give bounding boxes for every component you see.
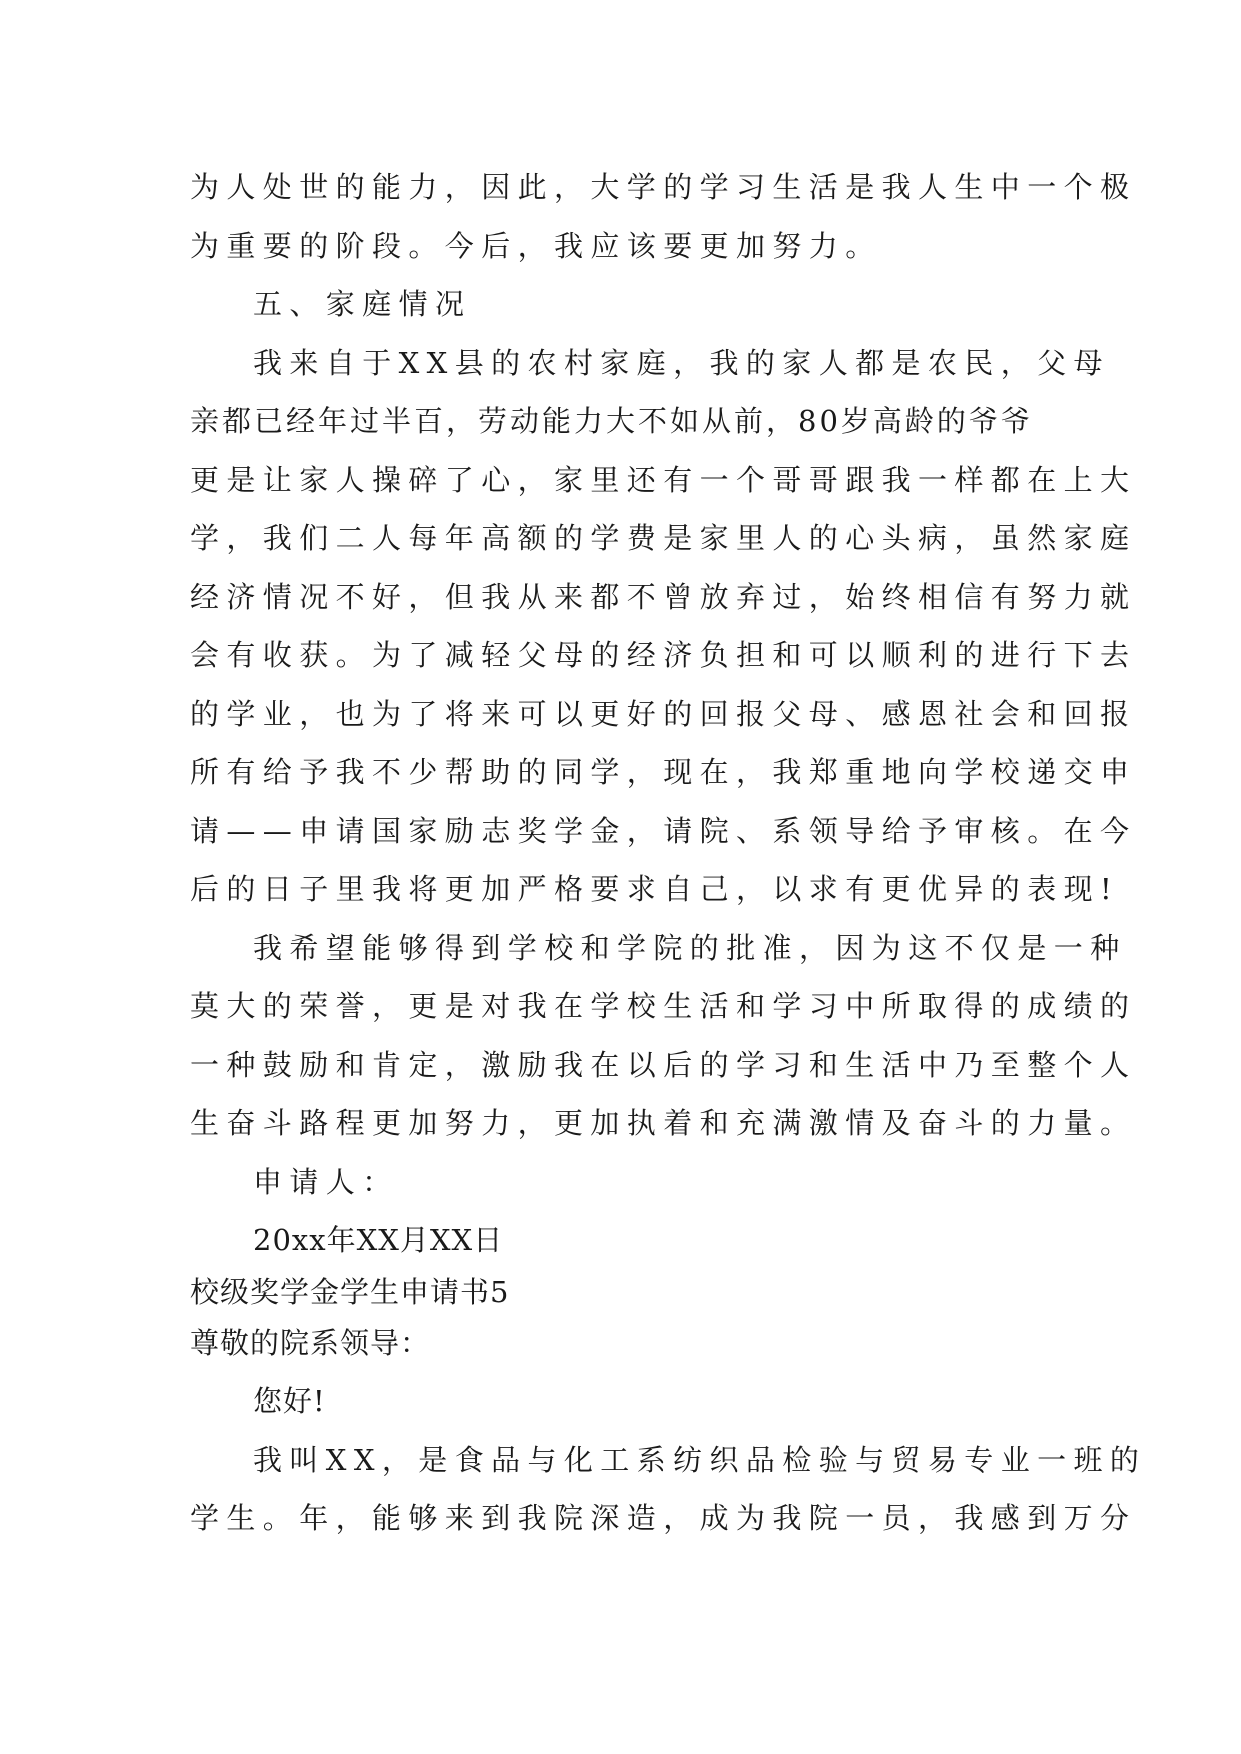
text-line: 生奋斗路程更加努力，更加执着和充满激情及奋斗的力量。 [190, 1106, 1137, 1140]
text-line: 为人处世的能力，因此，大学的学习生活是我人生中一个极 [190, 170, 1137, 204]
text-line: 莫大的荣誉，更是对我在学校生活和学习中所取得的成绩的 [190, 989, 1137, 1023]
applicant-label: 申请人： [253, 1165, 399, 1199]
text-line: 请——申请国家励志奖学金，请院、系领导给予审核。在今 [190, 814, 1137, 848]
greeting: 您好! [253, 1384, 326, 1418]
text-line: 我来自于XX县的农村家庭，我的家人都是农民，父母 [253, 346, 1110, 380]
text-line: 所有给予我不少帮助的同学，现在，我郑重地向学校递交申 [190, 755, 1137, 789]
text-line: 经济情况不好，但我从来都不曾放弃过，始终相信有努力就 [190, 580, 1137, 614]
document-title: 校级奖学金学生申请书5 [190, 1275, 510, 1309]
text-line: 更是让家人操碎了心，家里还有一个哥哥跟我一样都在上大 [190, 463, 1137, 497]
text-line: 后的日子里我将更加严格要求自己，以求有更优异的表现! [190, 872, 1120, 906]
text-line: 亲都已经年过半百，劳动能力大不如从前，80岁高龄的爷爷 [190, 404, 1033, 438]
date-line: 20xx年XX月XX日 [253, 1223, 504, 1257]
text-line: 一种鼓励和肯定，激励我在以后的学习和生活中乃至整个人 [190, 1048, 1137, 1082]
text-line: 我叫XX，是食品与化工系纺织品检验与贸易专业一班的 [253, 1443, 1147, 1477]
text-line: 的学业，也为了将来可以更好的回报父母、感恩社会和回报 [190, 697, 1137, 731]
text-line: 学，我们二人每年高额的学费是家里人的心头病，虽然家庭 [190, 521, 1137, 555]
text-line: 学生。年，能够来到我院深造，成为我院一员，我感到万分 [190, 1501, 1137, 1535]
text-line: 为重要的阶段。今后，我应该要更加努力。 [190, 229, 882, 263]
text-line: 会有收获。为了减轻父母的经济负担和可以顺利的进行下去 [190, 638, 1137, 672]
text-line: 我希望能够得到学校和学院的批准，因为这不仅是一种 [253, 931, 1127, 965]
salutation: 尊敬的院系领导： [190, 1326, 431, 1360]
section-heading: 五、家庭情况 [253, 287, 472, 321]
